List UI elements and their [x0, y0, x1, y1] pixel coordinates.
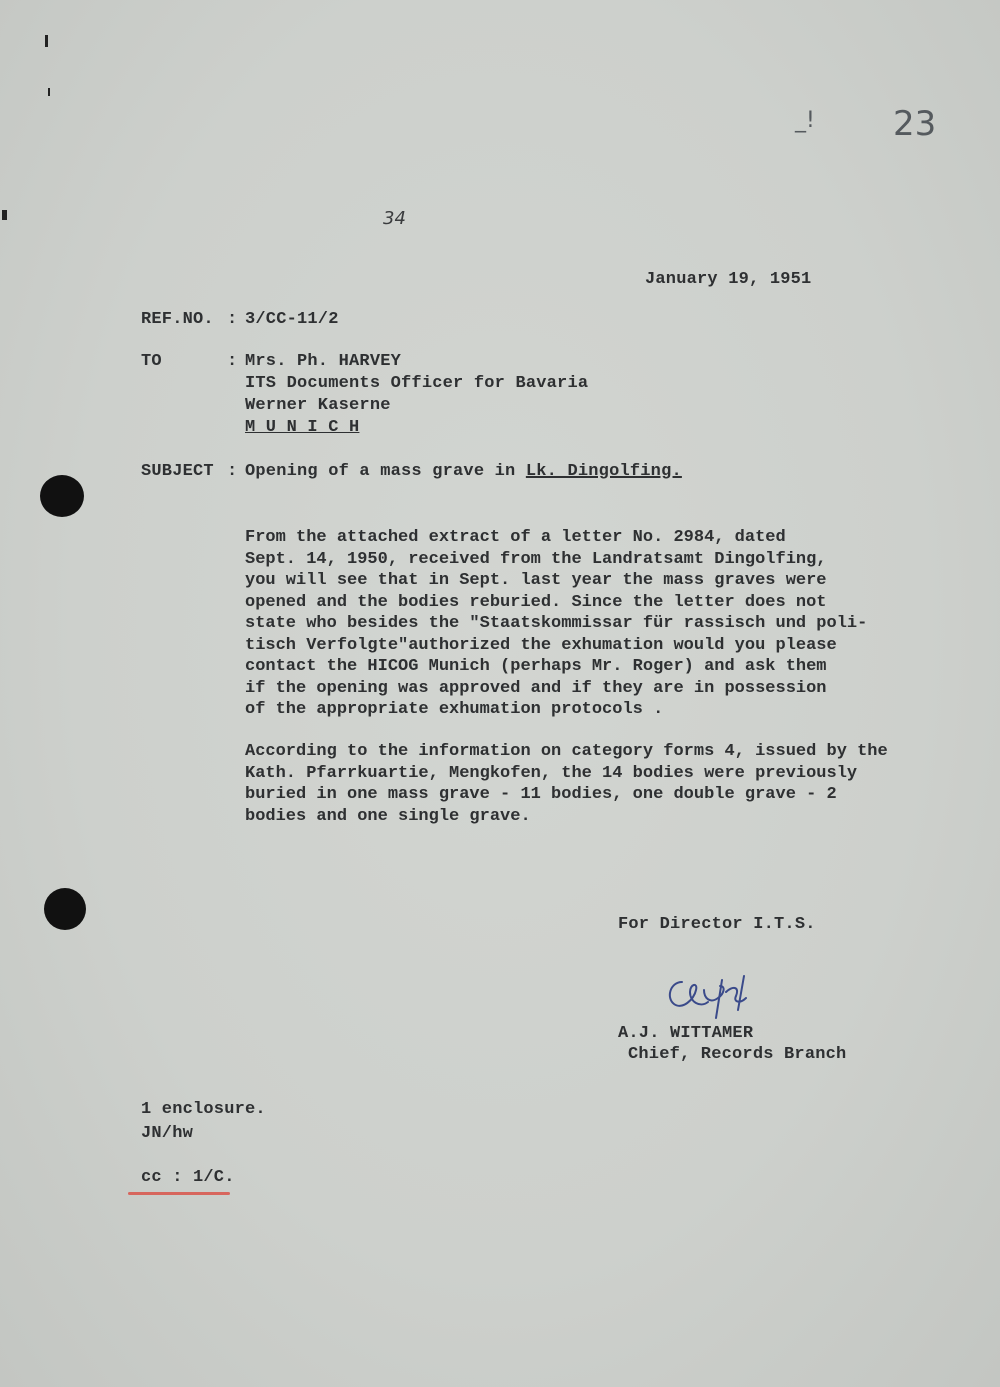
body-line: From the attached extract of a letter No. 2984, dated: [245, 528, 786, 547]
punch-hole-bottom: [44, 888, 86, 930]
cc-note: cc : 1/C.: [141, 1168, 235, 1187]
subject-text: [245, 462, 682, 481]
recipient-address: Werner Kaserne: [245, 396, 391, 415]
body-line: contact the HICOG Munich (perhaps Mr. Roger) and ask them: [245, 657, 827, 676]
red-pencil-underline: [128, 1192, 230, 1195]
enclosure-note: 1 enclosure.: [141, 1100, 266, 1119]
signature-for-line: For Director I.T.S.: [618, 915, 816, 934]
page-number-pencil: 23: [893, 104, 937, 144]
to-label: TO: [141, 352, 162, 371]
signatory-title: Chief, Records Branch: [628, 1045, 847, 1064]
recipient-city: M U N I C H: [245, 418, 360, 437]
typist-initials: JN/hw: [141, 1124, 194, 1143]
edge-mark: [45, 35, 48, 47]
subject-text-prefix: Opening of a mass grave in: [245, 462, 526, 481]
body-line: of the appropriate exhumation protocols .: [245, 700, 664, 719]
ref-number: 3/CC-11/2: [245, 310, 339, 329]
edge-mark: [48, 88, 50, 96]
handwritten-signature: [660, 968, 755, 1026]
body-line: Kath. Pfarrkuartie, Mengkofen, the 14 bodies were previously: [245, 763, 858, 783]
folio-number-pencil: 34: [383, 208, 406, 229]
body-line: tisch Verfolgte"authorized the exhumation would you please: [245, 635, 837, 655]
pencil-dash-mark: _!: [795, 108, 815, 133]
punch-hole-top: [40, 475, 84, 517]
body-line: if the opening was approved and if they are in possession: [245, 678, 827, 698]
edge-mark: [2, 210, 7, 220]
ref-separator: :: [227, 310, 238, 329]
subject-label: SUBJECT: [141, 462, 214, 481]
body-line: According to the information on category forms 4, issued by the: [245, 742, 888, 761]
recipient-name: Mrs. Ph. HARVEY: [245, 352, 402, 371]
body-paragraph-2: [245, 741, 925, 827]
signatory-name: A.J. WITTAMER: [618, 1024, 754, 1043]
ref-label: REF.NO.: [141, 310, 214, 329]
letter-date: January 19, 1951: [645, 270, 812, 289]
body-line: Sept. 14, 1950, received from the Landratsamt Dingolfing,: [245, 549, 827, 569]
body-line: buried in one mass grave - 11 bodies, one double grave - 2: [245, 785, 837, 804]
subject-separator: :: [227, 462, 238, 481]
body-line: bodies and one single grave.: [245, 806, 531, 826]
to-separator: :: [227, 352, 238, 371]
body-line: you will see that in Sept. last year the mass graves were: [245, 571, 827, 590]
recipient-position: ITS Documents Officer for Bavaria: [245, 374, 589, 393]
body-paragraph-1: [245, 527, 925, 721]
subject-place: Lk. Dingolfing.: [525, 462, 682, 481]
body-line: opened and the bodies reburied. Since the letter does not: [245, 592, 827, 612]
body-line: state who besides the "Staatskommissar für rassisch und poli-: [245, 614, 868, 633]
